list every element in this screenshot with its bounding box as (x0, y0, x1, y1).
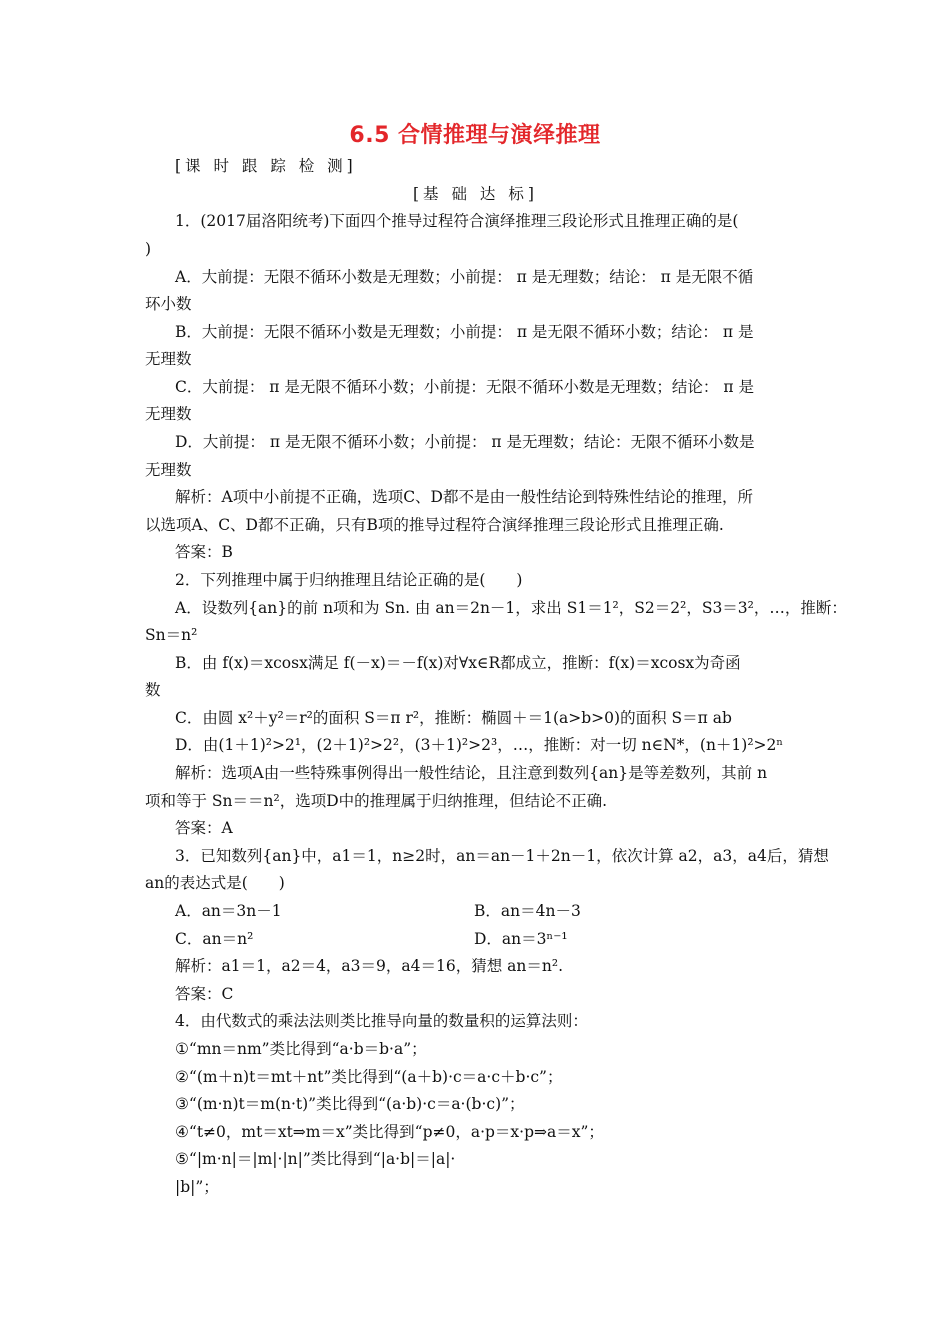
q4-item-2: ②“(m＋n)t＝mt＋nt”类比得到“(a＋b)·c＝a·c＋b·c”； (175, 1068, 563, 1086)
q1-stem-line1: 1．(2017届洛阳统考)下面四个推导过程符合演绎推理三段论形式且推理正确的是( (175, 212, 739, 230)
q1-explanation-line2: 以选项A、C、D都不正确，只有B项的推导过程符合演绎推理三段论形式且推理正确. (145, 516, 724, 534)
q1-option-a-line2: 环小数 (145, 295, 192, 313)
q3-option-d: D．an＝3ⁿ⁻¹ (474, 930, 568, 948)
q3-stem-line2: an的表达式是( ) (145, 874, 285, 892)
q1-option-b-line1: B．大前提：无限不循环小数是无理数；小前提： π 是无限不循环小数；结论： π 是 (175, 323, 754, 341)
q3-option-a: A．an＝3n－1 (175, 902, 282, 920)
q2-stem: 2．下列推理中属于归纳推理且结论正确的是( ) (175, 571, 523, 589)
q3-answer: 答案：C (175, 985, 234, 1003)
q4-item-5-line1: ⑤“|m·n|＝|m|·|n|”类比得到“|a·b|＝|a|· (175, 1150, 456, 1168)
q2-option-b-line1: B．由 f(x)＝xcosx满足 f(－x)＝－f(x)对∀x∈R都成立，推断：f(x)＝xcosx为奇函 (175, 654, 741, 672)
q4-stem: 4．由代数式的乘法法则类比推导向量的数量积的运算法则： (175, 1012, 588, 1030)
q2-option-a-line2: Sn＝n² (145, 626, 198, 644)
q4-item-4: ④“t≠0，mt＝xt⇒m＝x”类比得到“p≠0，a·p＝x·p⇒a＝x”； (175, 1123, 604, 1141)
q2-explanation-line1: 解析：选项A由一些特殊事例得出一般性结论，且注意到数列{an}是等差数列，其前 n (175, 764, 768, 782)
q2-answer: 答案：A (175, 819, 233, 837)
subsection-label: [基 础 达 标] (413, 185, 538, 203)
q1-option-a-line1: A．大前提：无限不循环小数是无理数；小前提： π 是无理数；结论： π 是无限不循 (175, 268, 754, 286)
q1-answer: 答案：B (175, 543, 233, 561)
section-label: [课 时 跟 踪 检 测] (175, 157, 357, 175)
q1-explanation-line1: 解析：A项中小前提不正确，选项C、D都不是由一般性结论到特殊性结论的推理，所 (175, 488, 753, 506)
q4-item-3: ③“(m·n)t＝m(n·t)”类比得到“(a·b)·c＝a·(b·c)”； (175, 1095, 525, 1113)
q3-option-c: C．an＝n² (175, 930, 254, 948)
q2-option-a-line1: A．设数列{an}的前 n项和为 Sn. 由 an＝2n－1，求出 S1＝1²，S2＝2²，S3＝3²，…，推断： (175, 599, 847, 617)
q3-stem-line1: 3．已知数列{an}中，a1＝1，n≥2时，an＝an－1＋2n－1，依次计算 a2，a3，a4后，猜想 (175, 847, 829, 865)
q4-item-5-line2: |b|”； (175, 1178, 219, 1196)
q1-option-c-line1: C．大前提： π 是无限不循环小数；小前提：无限不循环小数是无理数；结论： π 是 (175, 378, 754, 396)
q4-item-1: ①“mn＝nm”类比得到“a·b＝b·a”； (175, 1040, 427, 1058)
q2-option-c: C．由圆 x²＋y²＝r²的面积 S＝π r²，推断：椭圆＋＝1(a>b>0)的面积 S＝π ab (175, 709, 732, 727)
q1-option-d-line1: D．大前提： π 是无限不循环小数；小前提： π 是无理数；结论：无限不循环小数是 (175, 433, 755, 451)
q2-option-d: D．由(1＋1)²>2¹，(2＋1)²>2²，(3＋1)²>2³，…，推断：对一切 n∈N*，(n＋1)²>2ⁿ (175, 736, 784, 754)
q1-option-d-line2: 无理数 (145, 461, 192, 479)
q1-stem-line2: ) (145, 240, 152, 258)
q2-option-b-line2: 数 (145, 681, 161, 699)
q3-option-b: B．an＝4n－3 (474, 902, 581, 920)
q1-option-b-line2: 无理数 (145, 350, 192, 368)
q3-explanation: 解析：a1＝1，a2＝4，a3＝9，a4＝16，猜想 an＝n². (175, 957, 563, 975)
page-title: 6.5 合情推理与演绎推理 (349, 123, 601, 148)
q1-option-c-line2: 无理数 (145, 405, 192, 423)
q2-explanation-line2: 项和等于 Sn＝＝n²，选项D中的推理属于归纳推理，但结论不正确. (145, 792, 608, 810)
